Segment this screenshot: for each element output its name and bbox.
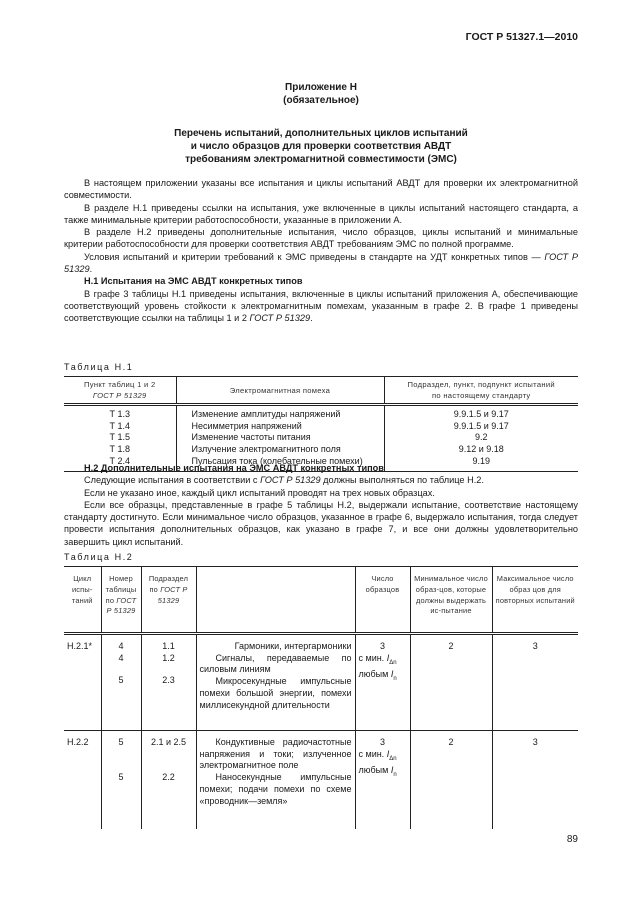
section-heading-h1: Н.1 Испытания на ЭМС АВДТ конкретных типов xyxy=(84,276,303,287)
column-header: Электромагнитная помеха xyxy=(176,377,384,405)
table-header-row xyxy=(64,377,578,405)
min-pass-cell: 2 xyxy=(410,731,492,829)
cycle-cell: Н.2.1* xyxy=(64,634,101,731)
column-header: Цикл испы-таний xyxy=(64,567,101,634)
cycle-cell: Н.2.2 xyxy=(67,737,89,747)
table-h2 xyxy=(64,566,578,829)
column-header: Минимальное число образ-цов, которые должны выдержать ис-пытание xyxy=(410,567,492,634)
paragraph: В графе 3 таблицы Н.1 приведены испытания, включенные в циклы испытаний приложения А, обеспечивающие соответствующий уровень стойкости к электромагнитным помехам, указанным в графе 2. В графе 1 приведены соответствующие ссылки на таблицы 1 и 2 ГОСТ Р 51329. xyxy=(64,288,578,324)
page-number: 89 xyxy=(566,834,578,845)
subsection-cell: 2.1 и 2.5 2.2 xyxy=(141,731,196,829)
paragraph: Если не указано иное, каждый цикл испытаний проводят на трех новых образцах. xyxy=(84,487,435,498)
document-header: ГОСТ Р 51327.1—2010 xyxy=(465,31,578,43)
title-line: требованиям электромагнитной совместимости (ЭМС) xyxy=(185,154,457,165)
paragraph-text: В графе 3 таблицы Н.1 приведены испытания, включенные в циклы испытаний приложения А, обеспечивающие соответствующий уровень стойкости к электромагнитным помехам, указанным в графе 2. В графе 1 приведены соответствующие ссылки на таблицы 1 и 2 xyxy=(64,288,578,324)
max-retest-cell: 3 xyxy=(492,634,578,731)
appendix-name: Приложение Н xyxy=(285,82,357,93)
paragraph: В разделе Н.1 приведены ссылки на испытания, уже включенные в циклы испытаний настоящего стандарта, а также минимальные критерии работоспособности, указанные в приложении А. xyxy=(64,202,578,225)
subsection-cell: 1.1 1.2 2.3 xyxy=(141,634,196,731)
column-header: Подраздел по ГОСТ Р 51329 xyxy=(141,567,196,634)
intro-section xyxy=(64,177,578,325)
max-retest-cell: 3 xyxy=(492,731,578,829)
table-row xyxy=(64,634,578,731)
table-h1-label: Таблица Н.1 xyxy=(64,362,134,372)
samples-cell: 3 с мин. $I_{\Delta n}$ любым $I_n$ xyxy=(355,731,410,829)
table-header-row xyxy=(64,567,578,634)
table-no-cell: 5 5 xyxy=(101,731,141,829)
title-line: и число образцов для проверки соответствия АВДТ xyxy=(190,141,452,152)
min-pass-cell: 2 xyxy=(410,634,492,731)
gost-reference: ГОСТ Р 51329 xyxy=(249,313,311,324)
description-cell: Кондуктивные радиочастотные напряжения и токи; излученное электромагнитное поле Наносекундные импульсные помехи; подачи помехи по схеме «проводник—земля» xyxy=(196,731,355,829)
table-no-cell: 4 4 5 xyxy=(101,634,141,731)
column-header: Номер таблицы по ГОСТ Р 51329 xyxy=(101,567,141,634)
table-h2-label: Таблица Н.2 xyxy=(64,552,134,562)
section-heading-h2: Н.2 Дополнительные испытания на ЭМС АВДТ конкретных типов xyxy=(84,463,384,473)
interference-column: Изменение амплитуды напряжений Несимметрия напряжений Изменение частоты питания Излучение электромагнитного поля Пульсация тока (колебательные помехи) xyxy=(176,405,384,472)
appendix-status: (обязательное) xyxy=(283,95,359,106)
section-h2 xyxy=(64,462,578,548)
appendix-title xyxy=(64,127,578,166)
clause-column: 9.9.1.5 и 9.17 9.9.1.5 и 9.17 9.2 9.12 и 9.18 9.19 xyxy=(384,405,578,472)
paragraph: В настоящем приложении указаны все испытания и циклы испытаний АВДТ для проверки их электромагнитной совместимости. xyxy=(64,178,578,201)
column-header: Максимальное число образ цов для повторных испытаний xyxy=(492,567,578,634)
column-header: Число образцов xyxy=(355,567,410,634)
column-header: Подраздел, пункт, подпункт испытаний по настоящему стандарту xyxy=(384,377,578,405)
gost-reference: ГОСТ Р 51329 xyxy=(64,251,578,275)
description-cell: Гармоники, интергармоники Сигналы, передаваемые по силовым линиям Микросекундные импульсные помехи большой энергии, помехи миллисекундной длительности xyxy=(196,634,355,731)
paragraph: Следующие испытания в соответствии с ГОСТ Р 51329 должны выполняться по таблице Н.2. xyxy=(84,475,484,486)
table-row xyxy=(64,731,578,829)
column-header xyxy=(196,567,355,634)
samples-cell: 3 с мин. $I_{\Delta n}$ любым $I_n$ xyxy=(355,634,410,731)
paragraph-text: Условия испытаний и критерии требований к ЭМС приведены в стандарте на УДТ конкретных типов — xyxy=(84,251,541,262)
paragraph: Если все образцы, представленные в графе 5 таблицы Н.2, выдержали испытание, соответствие настоящему стандарту достигнуто. Если минимальное число образцов, указанное в графе 6, выдержало испытания, тогда следует провести испытания дополнительных образцов, как указано в графе 7, и все они должны удовлетворительно завершить цикл испытаний. xyxy=(64,499,578,547)
title-line: Перечень испытаний, дополнительных циклов испытаний xyxy=(174,128,468,139)
column-header: Пункт таблиц 1 и 2 ГОСТ Р 51329 xyxy=(64,377,176,405)
table-h1 xyxy=(64,376,578,472)
paragraph: В разделе Н.2 приведены дополнительные испытания, число образцов, циклы испытаний и минимальные критерии работоспособности для проверки соответствия АВДТ требованиям ЭМС по полной программе. xyxy=(64,227,578,250)
ref-column: Т 1.3 Т 1.4 Т 1.5 Т 1.8 Т 2.4 xyxy=(64,405,176,472)
paragraph: Условия испытаний и критерии требований к ЭМС приведены в стандарте на УДТ конкретных типов — ГОСТ Р 51329. xyxy=(64,251,578,275)
